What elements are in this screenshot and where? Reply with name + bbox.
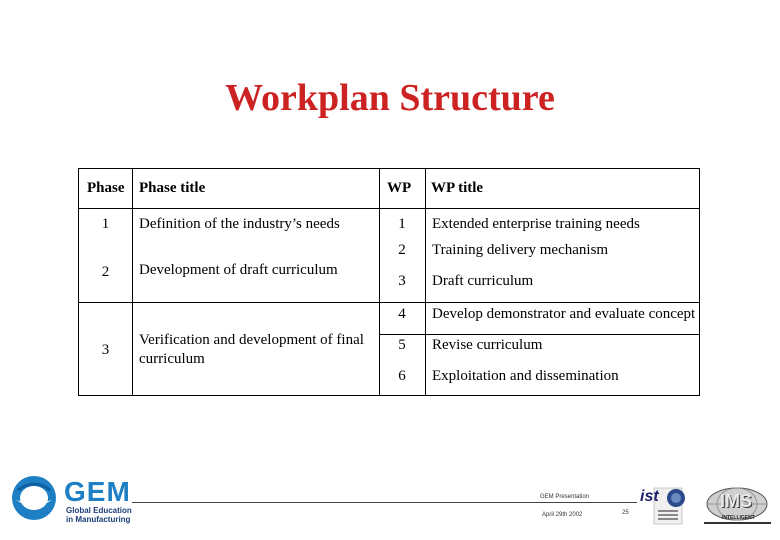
ims-logo-name: IMS <box>720 491 753 511</box>
phase-title: Verification and development of final <box>139 332 364 348</box>
header-wp: WP <box>387 180 412 196</box>
wp-number: 4 <box>398 306 406 322</box>
ist-logo-text: ist <box>640 488 659 505</box>
wp-title: Revise curriculum <box>432 337 543 353</box>
header-phase-title: Phase title <box>139 180 206 196</box>
wp-title: Exploitation and dissemination <box>432 368 619 384</box>
header-divider <box>79 208 699 209</box>
wp-title: Extended enterprise training needs <box>432 216 640 232</box>
ims-logo-tagline: INTELLIGENT <box>722 515 755 521</box>
wp-title: Training delivery mechanism <box>432 242 609 258</box>
phase-number: 2 <box>101 264 110 280</box>
gem-logo-line2: in Manufacturing <box>66 515 131 524</box>
footer-page-number: 25 <box>622 510 629 516</box>
phase-title: Development of draft curriculum <box>139 262 338 278</box>
wp-number: 3 <box>398 273 406 289</box>
gem-logo-name: GEM <box>64 476 131 507</box>
phase-title: Definition of the industry’s needs <box>139 216 340 232</box>
footer-date: April 29th 2002 <box>542 512 583 518</box>
header-wp-title: WP title <box>431 180 484 196</box>
wp-title: Develop demonstrator and evaluate concept <box>432 306 696 322</box>
footer-presentation: GEM Presentation <box>540 494 590 500</box>
wp-number: 6 <box>398 368 406 384</box>
wp-title: Draft curriculum <box>432 273 534 289</box>
phase-number: 3 <box>101 342 110 358</box>
ims-logo <box>700 486 775 528</box>
phase-number: 1 <box>101 216 110 232</box>
gem-logo <box>8 470 138 528</box>
phase-title-cont: curriculum <box>139 351 205 367</box>
wp-number: 1 <box>398 216 406 232</box>
row-divider <box>79 302 699 303</box>
column-divider <box>132 169 133 395</box>
wp-number: 5 <box>398 337 406 353</box>
header-phase: Phase <box>87 180 125 196</box>
gem-logo-line1: Global Education <box>66 506 132 515</box>
footer-divider <box>132 502 637 503</box>
column-divider <box>425 169 426 395</box>
page-title: Workplan Structure <box>225 77 555 119</box>
workplan-table <box>78 168 700 396</box>
row-divider <box>379 334 699 335</box>
ist-logo <box>640 486 690 526</box>
wp-number: 2 <box>398 242 406 258</box>
